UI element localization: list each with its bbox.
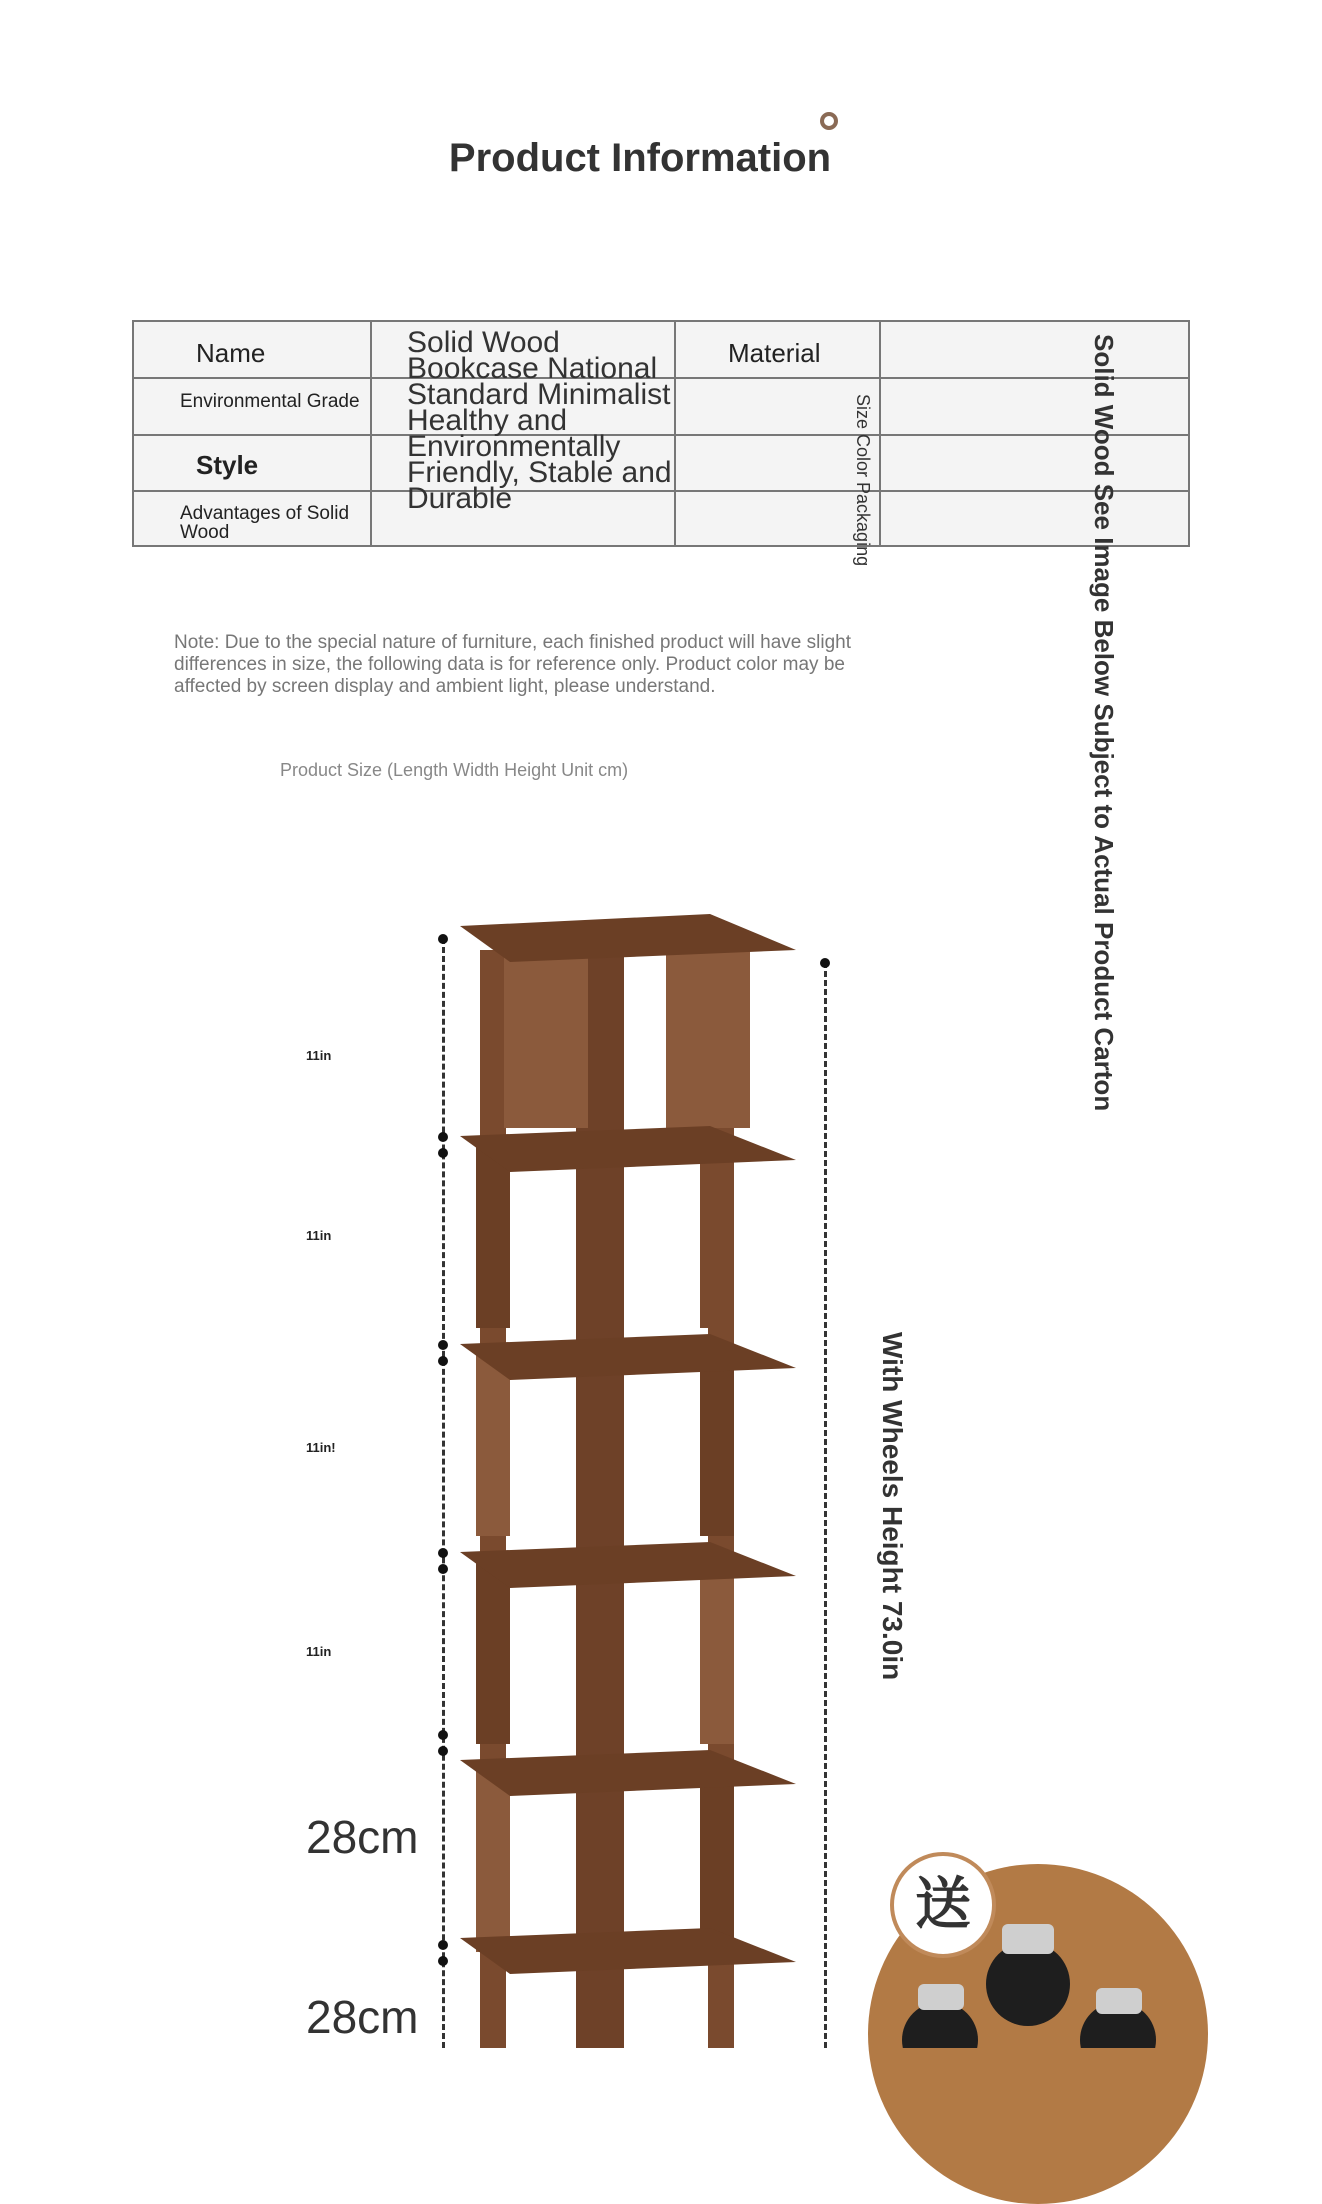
- shelf-board: [460, 1542, 796, 1588]
- back-panel: [700, 1554, 734, 1744]
- shelf-height-cm-label: 28cm: [306, 1991, 419, 2043]
- dimension-dot: [820, 958, 830, 968]
- dimension-dot: [438, 1940, 448, 1950]
- shelf-board: [460, 1750, 796, 1796]
- dimension-dot: [438, 1148, 448, 1158]
- top-panel-left: [504, 948, 588, 1128]
- row-label-style: Style: [196, 450, 259, 480]
- row-label-name: Name: [196, 338, 266, 368]
- row-label-environmental-grade: Environmental Grade: [180, 391, 360, 412]
- left-dimension-line: [442, 938, 445, 2048]
- shelf-board: [460, 1334, 796, 1380]
- shelf-board: [460, 1928, 796, 1974]
- material-value-text: Solid Wood See Image Below Subject to Actual Product Carton: [1089, 334, 1119, 1112]
- back-panel: [700, 1138, 734, 1328]
- row-label-advantages: Advantages of Solid Wood: [180, 503, 350, 543]
- table-divider: [879, 322, 881, 545]
- dimension-dot: [438, 1356, 448, 1366]
- dimension-dot: [438, 1340, 448, 1350]
- bookshelf-illustration: [380, 900, 820, 2048]
- shelf-height-label: 11in: [306, 1644, 332, 1659]
- shelf-height-label: 11in: [306, 1228, 332, 1243]
- dimension-dot: [438, 1956, 448, 1966]
- page-title: Product Information: [448, 136, 832, 180]
- table-divider: [370, 322, 372, 545]
- shelf-board: [460, 1126, 796, 1172]
- product-name-value: Solid Wood Bookcase National Standard Minimalist Healthy and Environmentally Friendly, Stable and Durable: [407, 326, 672, 515]
- dimension-dot: [438, 1564, 448, 1574]
- product-size-subtitle: Product Size (Length Width Height Unit cm): [280, 760, 629, 780]
- dimension-dot: [438, 934, 448, 944]
- dimension-dot: [438, 1132, 448, 1142]
- back-panel: [700, 1762, 734, 1952]
- shelf-height-label: 11in!: [306, 1440, 336, 1455]
- material-label: Material: [728, 338, 821, 368]
- dimension-dot: [438, 1746, 448, 1756]
- top-panel-right: [666, 948, 750, 1128]
- height-dimension-line: [824, 962, 827, 2048]
- dimension-dot: [438, 1730, 448, 1740]
- total-height-label: With Wheels Height 73.0in: [877, 1332, 908, 1681]
- gift-badge: 送: [890, 1852, 996, 1958]
- shelf-height-label: 11in: [306, 1048, 332, 1063]
- furniture-note: Note: Due to the special nature of furniture, each finished product will have slight differences in size, the following data is for reference only. Product color may be affected by screen display and ambient light, please understand.: [174, 632, 851, 697]
- shelf-height-cm-label: 28cm: [306, 1811, 419, 1863]
- back-panel: [700, 1346, 734, 1536]
- dimension-dot: [438, 1548, 448, 1558]
- size-color-packaging-label: Size Color Packaging: [853, 394, 873, 567]
- ring-decoration-icon: [820, 112, 838, 130]
